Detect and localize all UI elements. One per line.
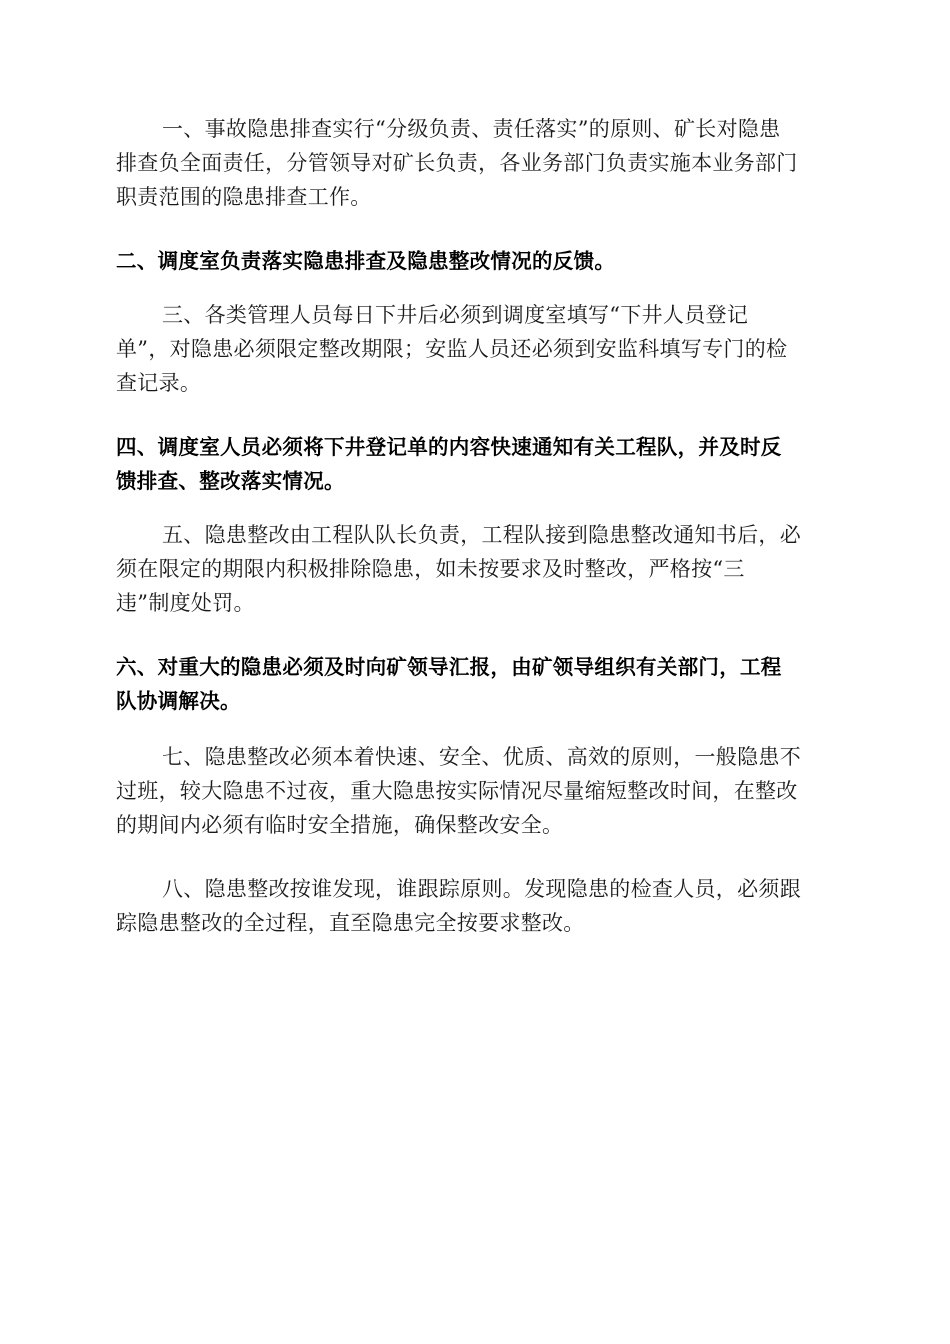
paragraph-2	[116, 244, 836, 278]
paragraph-line: 八、隐患整改按谁发现，谁跟踪原则。发现隐患的检查人员，必须跟	[162, 877, 801, 901]
paragraph-line: 踪隐患整改的全过程，直至隐患完全按要求整改。	[116, 911, 585, 935]
paragraph-line: 排查负全面责任，分管领导对矿长负责，各业务部门负责实施本业务部门	[116, 151, 798, 175]
paragraph-5	[116, 518, 836, 620]
paragraph-line: 一、事故隐患排查实行“分级负责、责任落实”的原则、矿长对隐患	[162, 117, 781, 141]
paragraph-3	[116, 298, 836, 400]
paragraph-8	[116, 872, 836, 940]
paragraph-7	[116, 740, 836, 842]
paragraph-line: 六、对重大的隐患必须及时向矿领导汇报，由矿领导组织有关部门，工程	[116, 655, 782, 679]
paragraph-4	[116, 430, 836, 498]
paragraph-line: 单”，对隐患必须限定整改期限；安监人员还必须到安监科填写专门的检	[116, 337, 788, 361]
paragraph-line: 四、调度室人员必须将下井登记单的内容快速通知有关工程队，并及时反	[116, 435, 782, 459]
paragraph-line: 七、隐患整改必须本着快速、安全、优质、高效的原则，一般隐患不	[162, 745, 801, 769]
paragraph-line: 过班，较大隐患不过夜，重大隐患按实际情况尽量缩短整改时间，在整改	[116, 779, 798, 803]
paragraph-line: 三、各类管理人员每日下井后必须到调度室填写“下井人员登记	[162, 303, 749, 327]
paragraph-line: 队协调解决。	[116, 689, 241, 713]
paragraph-line: 须在限定的期限内积极排除隐患，如未按要求及时整改，严格按“三	[116, 557, 745, 581]
paragraph-line: 二、调度室负责落实隐患排查及隐患整改情况的反馈。	[116, 249, 616, 273]
paragraph-line: 违”制度处罚。	[116, 591, 255, 615]
paragraph-line: 馈排查、整改落实情况。	[116, 469, 345, 493]
paragraph-line: 的期间内必须有临时安全措施，确保整改安全。	[116, 813, 564, 837]
paragraph-line: 五、隐患整改由工程队队长负责，工程队接到隐患整改通知书后，必	[162, 523, 801, 547]
paragraph-6	[116, 650, 836, 718]
paragraph-line: 职责范围的隐患排查工作。	[116, 185, 372, 209]
paragraph-1	[116, 112, 836, 214]
paragraph-line: 查记录。	[116, 371, 202, 395]
